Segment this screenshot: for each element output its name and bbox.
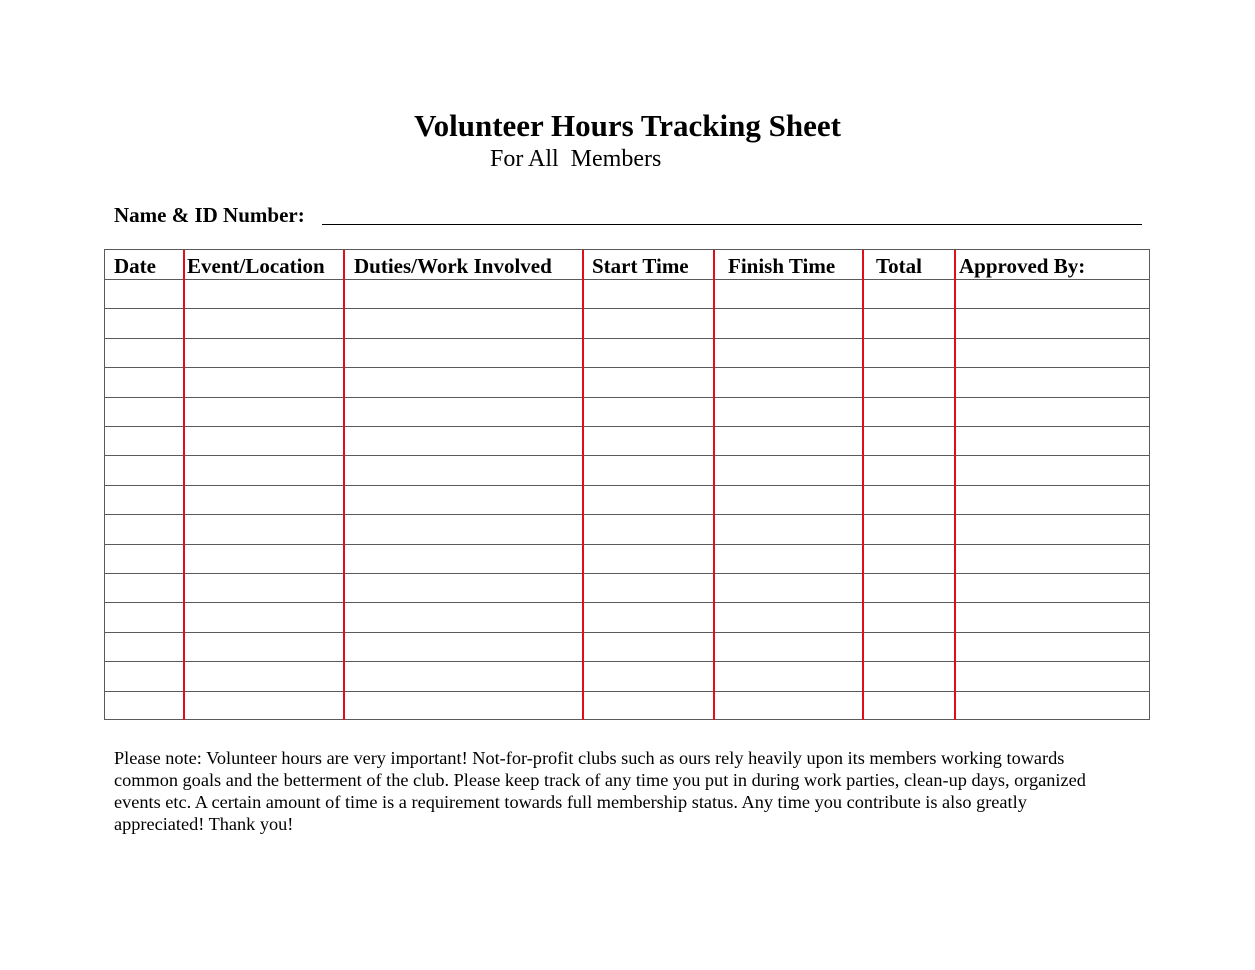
entry-cell[interactable]: [185, 309, 343, 337]
entry-cell[interactable]: [345, 515, 582, 543]
entry-cell[interactable]: [345, 427, 582, 455]
entry-cell[interactable]: [584, 398, 713, 426]
entry-cell[interactable]: [345, 309, 582, 337]
entry-cell[interactable]: [345, 368, 582, 396]
entry-cell[interactable]: [105, 486, 183, 514]
entry-cell[interactable]: [956, 515, 1149, 543]
entry-cell[interactable]: [185, 427, 343, 455]
entry-cell[interactable]: [956, 486, 1149, 514]
sheet-subtitle: For All Members: [490, 146, 662, 172]
entry-cell[interactable]: [715, 574, 862, 602]
entry-cell[interactable]: [185, 398, 343, 426]
entry-cell[interactable]: [864, 603, 954, 631]
note-line: Please note: Volunteer hours are very important! Not-for-profit clubs such as ours rely heavily upon its members working towards: [114, 748, 1065, 768]
entry-cell[interactable]: [345, 633, 582, 661]
entry-cell[interactable]: [345, 603, 582, 631]
entry-cell[interactable]: [956, 545, 1149, 573]
entry-cell[interactable]: [864, 515, 954, 543]
entry-cell[interactable]: [956, 692, 1149, 720]
entry-cell[interactable]: [956, 574, 1149, 602]
entry-cell[interactable]: [105, 662, 183, 690]
entry-cell[interactable]: [345, 692, 582, 720]
entry-cell[interactable]: [864, 427, 954, 455]
entry-cell[interactable]: [584, 427, 713, 455]
entry-cell[interactable]: [185, 368, 343, 396]
entry-cell[interactable]: [864, 280, 954, 308]
entry-cell[interactable]: [105, 456, 183, 484]
entry-cell[interactable]: [345, 486, 582, 514]
entry-cell[interactable]: [105, 545, 183, 573]
entry-cell[interactable]: [715, 545, 862, 573]
entry-cell[interactable]: [185, 692, 343, 720]
entry-cell[interactable]: [584, 309, 713, 337]
entry-cell[interactable]: [715, 662, 862, 690]
entry-cell[interactable]: [345, 280, 582, 308]
entry-cell[interactable]: [105, 368, 183, 396]
column-header-date: Date: [114, 254, 156, 278]
entry-cell[interactable]: [584, 280, 713, 308]
entry-cell[interactable]: [956, 633, 1149, 661]
entry-cell[interactable]: [956, 662, 1149, 690]
entry-cell[interactable]: [584, 456, 713, 484]
entry-cell[interactable]: [956, 368, 1149, 396]
entry-cell[interactable]: [185, 515, 343, 543]
entry-cell[interactable]: [584, 662, 713, 690]
entry-cell[interactable]: [345, 545, 582, 573]
entry-cell[interactable]: [185, 574, 343, 602]
entry-cell[interactable]: [105, 280, 183, 308]
entry-cell[interactable]: [345, 574, 582, 602]
entry-cell[interactable]: [345, 662, 582, 690]
entry-cell[interactable]: [185, 456, 343, 484]
entry-cell[interactable]: [715, 692, 862, 720]
entry-cell[interactable]: [584, 633, 713, 661]
entry-cell[interactable]: [956, 603, 1149, 631]
entry-cell[interactable]: [105, 574, 183, 602]
entry-cell[interactable]: [105, 427, 183, 455]
entry-cell[interactable]: [715, 368, 862, 396]
entry-cell[interactable]: [956, 456, 1149, 484]
entry-cell[interactable]: [185, 280, 343, 308]
entry-cell[interactable]: [864, 692, 954, 720]
entry-cell[interactable]: [715, 633, 862, 661]
name-id-label: Name & ID Number:: [114, 203, 305, 227]
entry-cell[interactable]: [864, 398, 954, 426]
entry-cell[interactable]: [864, 339, 954, 367]
entry-cell[interactable]: [715, 427, 862, 455]
column-header-approved-by: Approved By:: [959, 254, 1086, 278]
entry-cell[interactable]: [185, 486, 343, 514]
entry-cell[interactable]: [105, 309, 183, 337]
entry-cell[interactable]: [715, 339, 862, 367]
entry-cell[interactable]: [956, 309, 1149, 337]
sheet-title: Volunteer Hours Tracking Sheet: [414, 108, 841, 143]
column-header-total: Total: [876, 254, 922, 278]
note-line: common goals and the betterment of the club. Please keep track of any time you put in during work parties, clean-up days, organized: [114, 770, 1086, 790]
entry-cell[interactable]: [956, 398, 1149, 426]
entry-cell[interactable]: [345, 398, 582, 426]
entry-cell[interactable]: [864, 633, 954, 661]
column-header-start-time: Start Time: [592, 254, 689, 278]
note-line: events etc. A certain amount of time is a requirement towards full membership status. Any time you contribute is also greatly: [114, 792, 1027, 812]
entry-cell[interactable]: [105, 398, 183, 426]
entry-cell[interactable]: [185, 603, 343, 631]
entry-cell[interactable]: [715, 280, 862, 308]
entry-cell[interactable]: [956, 427, 1149, 455]
column-header-duties: Duties/Work Involved: [354, 254, 552, 278]
note-line: appreciated! Thank you!: [114, 814, 294, 834]
entry-cell[interactable]: [584, 368, 713, 396]
entry-cell[interactable]: [584, 486, 713, 514]
entry-cell[interactable]: [584, 545, 713, 573]
entry-cell[interactable]: [185, 662, 343, 690]
entry-cell[interactable]: [584, 515, 713, 543]
entry-cell[interactable]: [864, 368, 954, 396]
entry-cell[interactable]: [185, 633, 343, 661]
entry-cell[interactable]: [864, 309, 954, 337]
entry-cell[interactable]: [715, 456, 862, 484]
entry-cell[interactable]: [584, 339, 713, 367]
entry-cell[interactable]: [185, 339, 343, 367]
column-header-finish-time: Finish Time: [728, 254, 836, 278]
entry-cell[interactable]: [864, 662, 954, 690]
entry-cell[interactable]: [345, 456, 582, 484]
entry-cell[interactable]: [715, 398, 862, 426]
entry-cell[interactable]: [584, 692, 713, 720]
entry-cell[interactable]: [584, 574, 713, 602]
entry-cell[interactable]: [956, 280, 1149, 308]
entry-cell[interactable]: [864, 545, 954, 573]
entry-cell[interactable]: [105, 603, 183, 631]
tracking-table: [104, 249, 1150, 720]
entry-cell[interactable]: [185, 545, 343, 573]
entry-cell[interactable]: [105, 633, 183, 661]
entry-cell[interactable]: [864, 574, 954, 602]
name-id-blank-line: [322, 224, 1142, 225]
entry-cell[interactable]: [715, 603, 862, 631]
entry-cell[interactable]: [345, 339, 582, 367]
entry-cell[interactable]: [864, 486, 954, 514]
entry-cell[interactable]: [956, 339, 1149, 367]
please-note-paragraph: [114, 747, 1144, 835]
entry-cell[interactable]: [105, 692, 183, 720]
entry-cell[interactable]: [105, 339, 183, 367]
column-header-event-location: Event/Location: [187, 254, 325, 278]
entry-cell[interactable]: [584, 603, 713, 631]
entry-cell[interactable]: [715, 515, 862, 543]
entry-cell[interactable]: [864, 456, 954, 484]
entry-cell[interactable]: [715, 309, 862, 337]
entry-cell[interactable]: [715, 486, 862, 514]
entry-cell[interactable]: [105, 515, 183, 543]
